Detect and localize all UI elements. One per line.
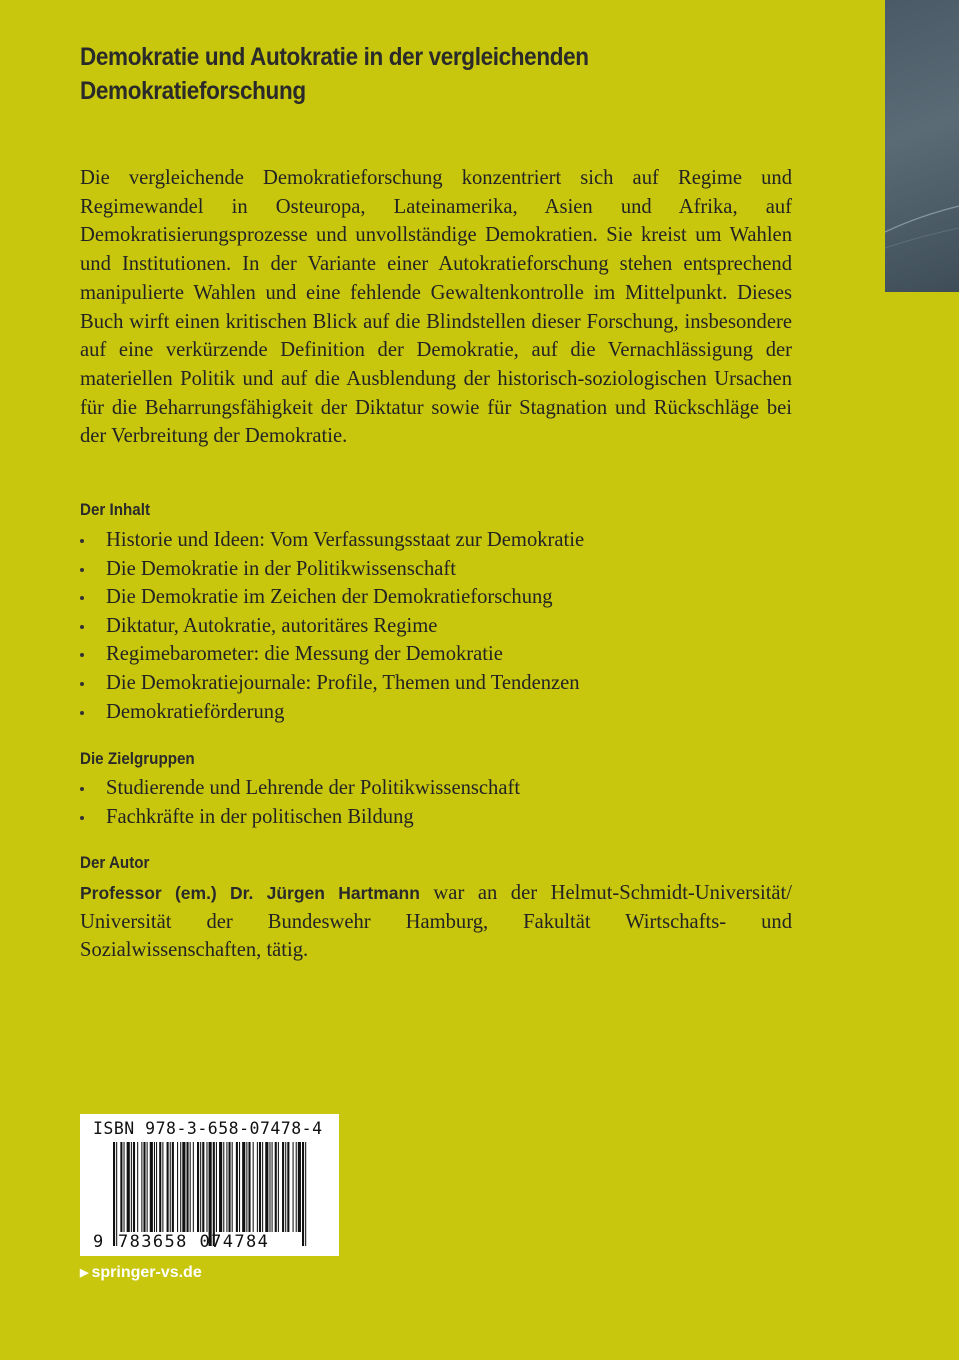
list-item: Demokratieförderung (80, 698, 584, 727)
isbn-label: ISBN 978-3-658-07478-4 (93, 1119, 323, 1138)
bullet-icon (80, 711, 84, 715)
author-bio (80, 879, 792, 965)
corner-swoosh (885, 0, 959, 292)
abstract-text: Die vergleichende Demokratieforschung konzentriert sich auf Regime und Regimewandel in Osteuropa, Lateinamerika, Asien und Afrika, auf Demokratisierungsprozesse und unvollständige Demokratien. Sie kreist um Wahlen und Institutionen. In der Variante einer Autokratieforschung stehen entsprechend manipulierte Wahlen und eine fehlende Gewaltenkontrolle im Mittelpunkt. Dieses Buch wirft einen kritischen Blick auf die Blindstellen dieser Forschung, insbesondere auf eine verkürzende Definition der Demokratie, auf die Vernachlässigung der materiellen Politik und auf die Ausblendung der historisch-soziologischen Ursachen für die Beharrungsfähigkeit der Diktatur sowie für Stagnation und Rückschläge bei der Verbreitung der Demokratie. (80, 167, 792, 448)
bullet-icon (80, 568, 84, 572)
website-text: springer-vs.de (91, 1264, 202, 1281)
section-heading-zielgruppen: Die Zielgruppen (80, 750, 195, 768)
bullet-icon (80, 682, 84, 686)
isbn-barcode (80, 1114, 339, 1256)
list-item: Regimebarometer: die Messung der Demokratie (80, 640, 584, 669)
list-item: Die Demokratiejournale: Profile, Themen und Tendenzen (80, 669, 584, 698)
author-name: Professor (em.) Dr. Jürgen Hartmann (80, 883, 420, 903)
inhalt-list (80, 526, 584, 726)
list-item: Historie und Ideen: Vom Verfassungsstaat zur Demokratie (80, 526, 584, 555)
bullet-icon (80, 653, 84, 657)
bullet-icon (80, 816, 84, 820)
website-link[interactable] (80, 1264, 202, 1282)
list-item: Studierende und Lehrende der Politikwissenschaft (80, 774, 520, 803)
corner-graphic (885, 0, 959, 292)
bullet-icon (80, 596, 84, 600)
ean-digits: 783658 074784 (118, 1232, 270, 1252)
list-item: Fachkräfte in der politischen Bildung (80, 803, 520, 832)
list-item: Diktatur, Autokratie, autoritäres Regime (80, 612, 584, 641)
bullet-icon (80, 539, 84, 543)
bullet-icon (80, 787, 84, 791)
section-heading-inhalt: Der Inhalt (80, 501, 151, 519)
author-text: war an der Helmut-Schmidt-Universität/ Universität der Bundeswehr Hamburg, Fakultät Wirtschafts- und Sozialwissenschaften, tätig. (80, 882, 793, 962)
zielgruppen-list (80, 774, 520, 831)
play-arrow-icon: ▶ (80, 1267, 89, 1279)
book-title: Demokratie und Autokratie in der vergleichenden Demokratieforschung (80, 43, 589, 105)
list-item: Die Demokratie in der Politikwissenschaft (80, 555, 584, 584)
section-heading-autor: Der Autor (80, 854, 150, 872)
ean-first-digit: 9 (93, 1232, 104, 1252)
bullet-icon (80, 625, 84, 629)
list-item: Die Demokratie im Zeichen der Demokratieforschung (80, 583, 584, 612)
